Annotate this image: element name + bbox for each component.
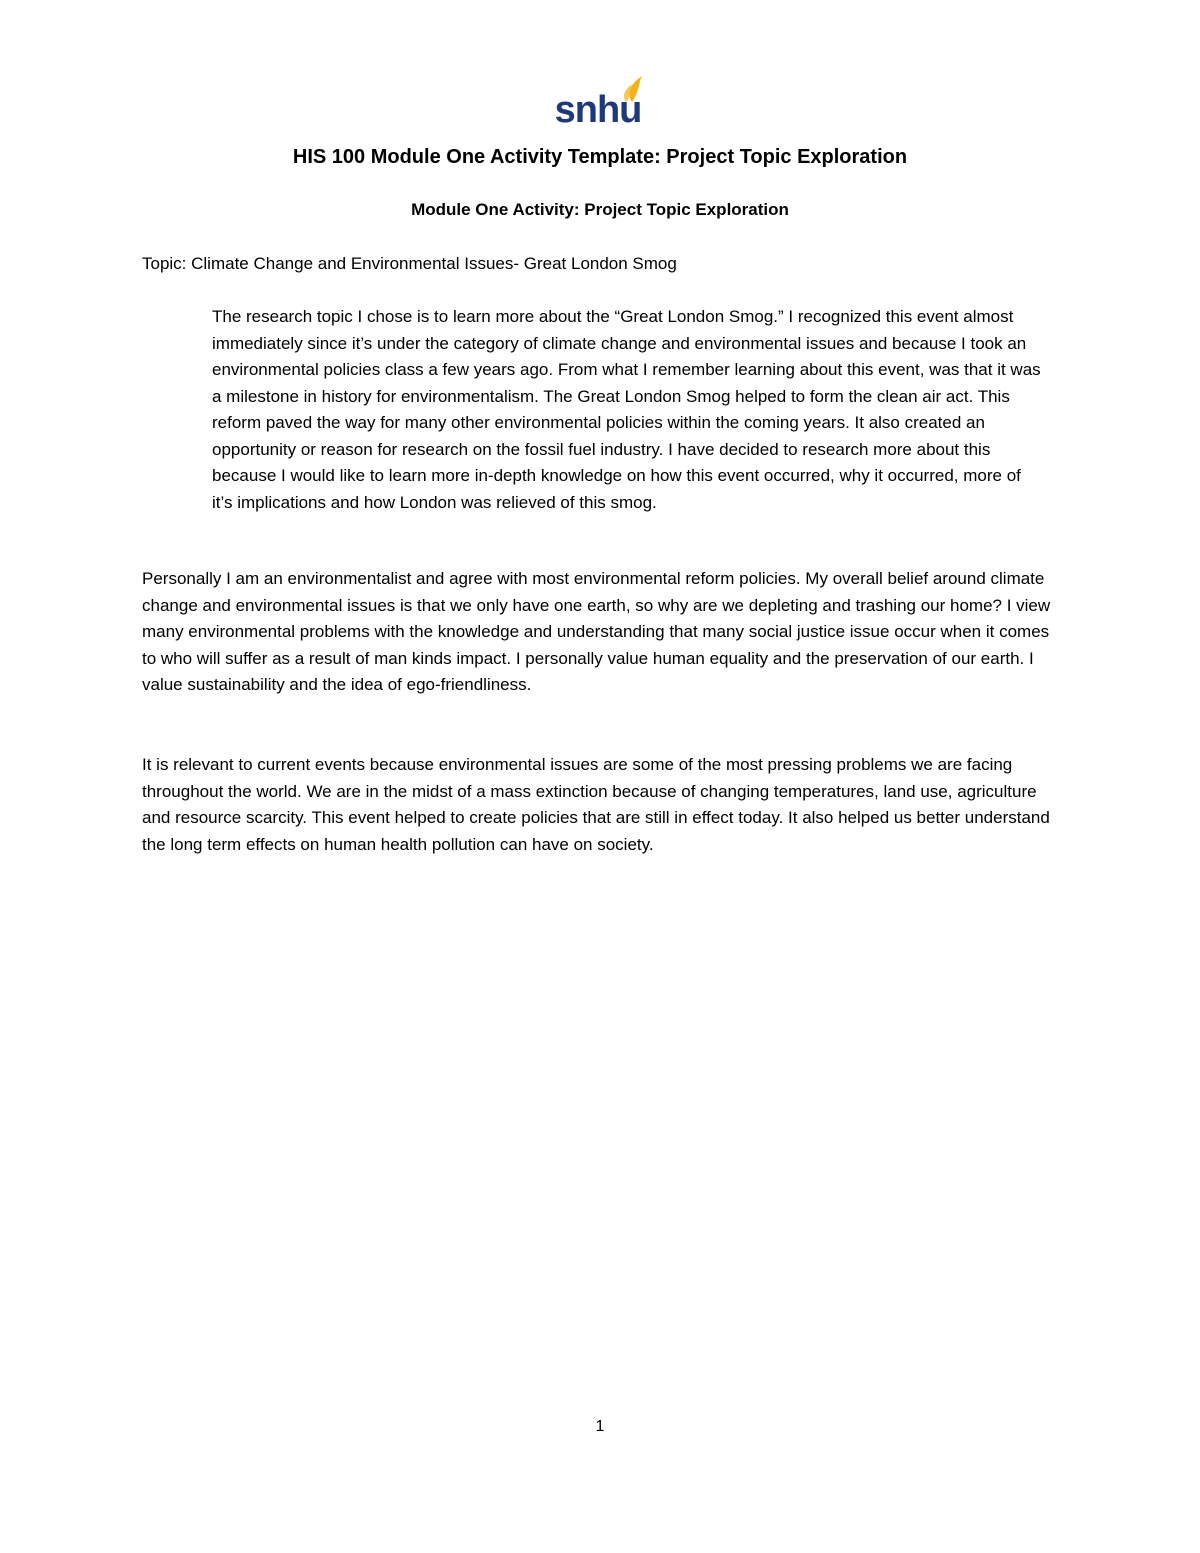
page-number: 1 — [595, 1418, 605, 1435]
paragraph-research-topic: The research topic I chose is to learn more about the “Great London Smog.” I recognized this event almost immediately since it’s under the category of climate change and environmental issues and because I took an environmental policies class a few years ago. From what I remember learning about this event, was that it was a milestone in history for environmentalism. The Great London Smog helped to form the clean air act. This reform paved the way for many other environmental policies within the coming years. It also created an opportunity or reason for research on the fossil fuel industry. I have decided to research more about this because I would like to learn more in-depth knowledge on how this event occurred, why it occurred, more of it’s implications and how London was relieved of this smog. — [212, 307, 1041, 512]
paragraph-relevance: It is relevant to current events because environmental issues are some of the most pressing problems we are facing throughout the world. We are in the midst of a mass extinction because of changing temperatures, land use, agriculture and resource scarcity. This event helped to create policies that are still in effect today. It also helped us better understand the long term effects on human health pollution can have on society. — [142, 755, 1050, 854]
snhu-logo — [548, 72, 652, 134]
document-subtitle: Module One Activity: Project Topic Exploration — [411, 200, 789, 219]
document-title: HIS 100 Module One Activity Template: Project Topic Exploration — [292, 146, 908, 168]
topic-line: Topic: Climate Change and Environmental Issues- Great London Smog — [142, 254, 677, 273]
paragraph-personal-beliefs: Personally I am an environmentalist and agree with most environmental reform policies. My overall belief around climate change and environmental issues is that we only have one earth, so why are we depleting and trashing our home? I view many environmental problems with the knowledge and understanding that many social justice issue occur when it comes to who will suffer as a result of man kinds impact. I personally value human equality and the preservation of our earth. I value sustainability and the idea of ego-friendliness. — [142, 569, 1051, 694]
logo-wordmark: snhu — [554, 89, 642, 131]
